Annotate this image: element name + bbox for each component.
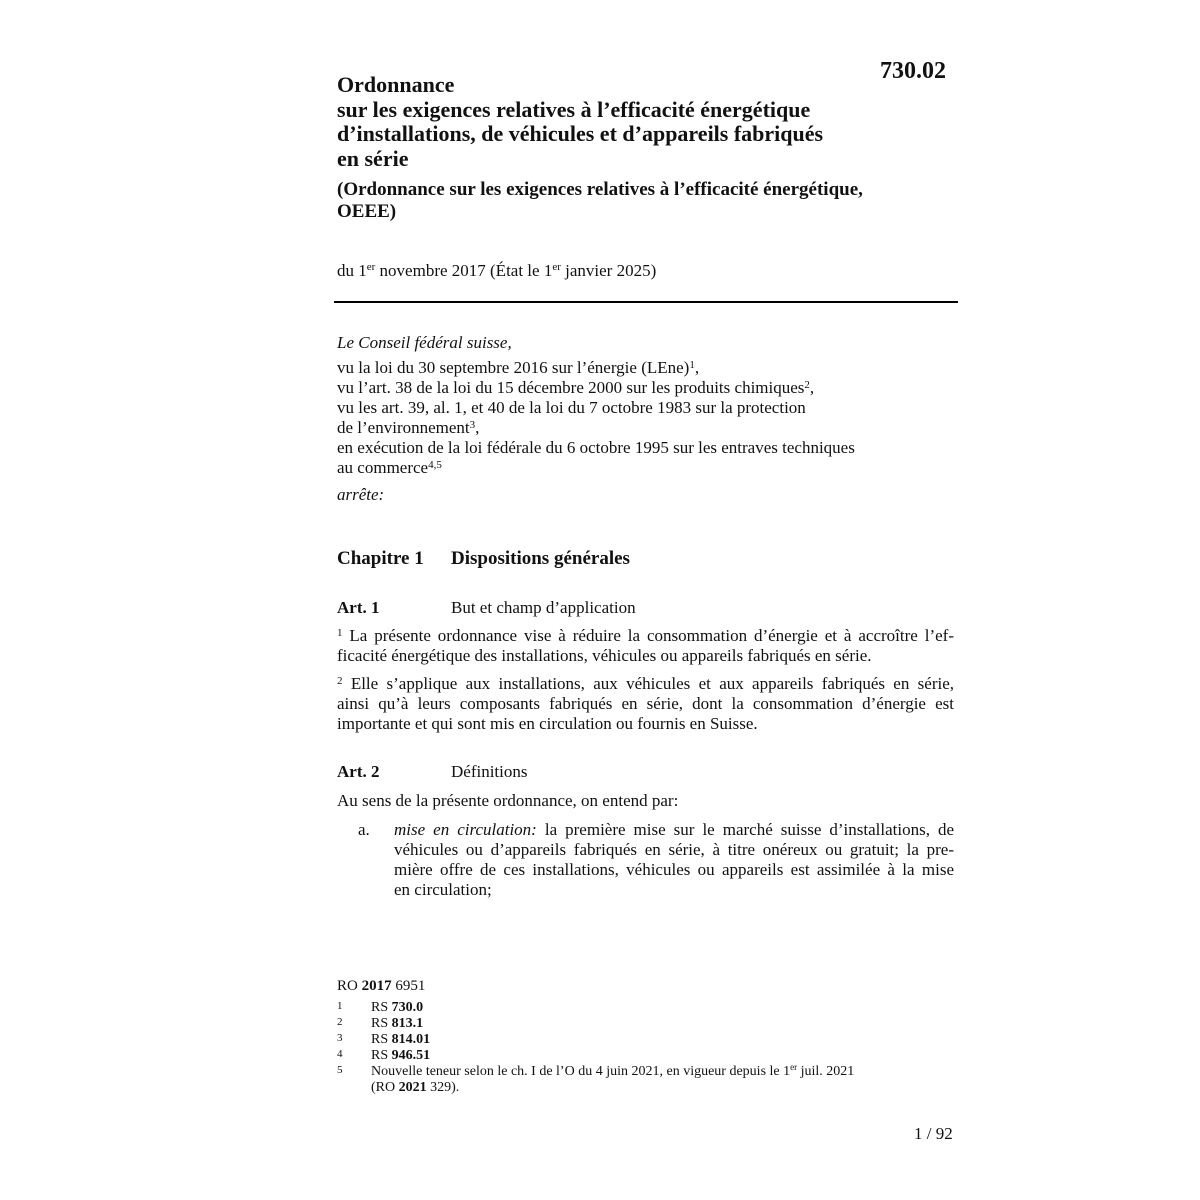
footnote-text	[371, 1048, 430, 1064]
page-indicator: 1 / 92	[914, 1124, 953, 1143]
list-item-line	[394, 820, 954, 840]
preamble-punct: ,	[475, 418, 480, 437]
footnote-prefix: RS	[371, 1048, 392, 1063]
list-item-letter: a.	[358, 820, 370, 839]
title-line: Ordonnance	[337, 72, 455, 97]
paragraph-line: importante et qui sont mis en circulation ou fournis en Suisse.	[337, 714, 758, 733]
sr-number: 730.02	[880, 58, 946, 84]
preamble-line	[337, 358, 699, 378]
date-line	[337, 261, 656, 281]
preamble-text: au commerce	[337, 458, 429, 477]
footnote-sup: er	[790, 1062, 798, 1072]
title-line: sur les exigences relatives à l’efficacité énergétique	[337, 96, 811, 122]
preamble-text: vu la loi du 30 septembre 2016 sur l’énergie (LEne)	[337, 358, 690, 377]
footnote-text-part: 329).	[426, 1080, 460, 1095]
article-intro	[337, 791, 954, 811]
paragraph-line	[337, 626, 954, 646]
footnote-prefix: RS	[371, 1016, 392, 1031]
footnote-link[interactable]: 946.51	[391, 1048, 431, 1063]
preamble-punct: ,	[694, 358, 700, 377]
paragraph-text: La présente ordonnance vise à réduire la consommation d’énergie et à accroître l’ef-	[342, 626, 954, 645]
header-divider	[334, 301, 958, 303]
list-item	[394, 820, 954, 900]
footnote-text-part: Nouvelle teneur selon le ch. I de l’O du 4 juin 2021, en vigueur depuis le 1	[371, 1064, 791, 1079]
paragraph-number: 1	[337, 627, 343, 639]
paragraph-line: ficacité énergétique des installations, véhicules ou appareils fabriqués en série.	[337, 646, 872, 665]
footnote-number: 4	[337, 1048, 343, 1060]
document-title	[337, 73, 897, 171]
footnote-link[interactable]: 2021	[398, 1080, 427, 1095]
article-number: Art. 2	[337, 762, 380, 781]
article-heading	[337, 762, 528, 782]
chapter-heading	[337, 548, 630, 570]
defined-term: mise en circulation:	[394, 820, 537, 839]
definition-text: la première mise sur le marché suisse d’installations, de	[536, 820, 954, 839]
ro-reference	[337, 978, 425, 995]
article-title: But et champ d’application	[451, 598, 636, 617]
footnote-ref-link[interactable]: 4,5	[428, 459, 442, 471]
article-paragraph	[337, 626, 954, 666]
footnote-prefix: RS	[371, 1032, 392, 1047]
preamble-punct: ,	[809, 378, 815, 397]
list-item-line: en circulation;	[394, 880, 492, 899]
footnote-text	[371, 1032, 430, 1048]
date-middle: novembre 2017 (État le 1	[375, 261, 553, 280]
intro-text: Au sens de la présente ordonnance, on entend par:	[337, 791, 679, 810]
footnote-number: 1	[337, 1000, 343, 1012]
preamble-authority: Le Conseil fédéral suisse,	[337, 333, 512, 352]
footnote-text-part: (RO	[371, 1080, 399, 1095]
footnote-text	[371, 1000, 423, 1016]
date-suffix: janvier 2025)	[560, 261, 657, 280]
footnote-link[interactable]: 814.01	[391, 1032, 431, 1047]
article-number: Art. 1	[337, 598, 380, 617]
paragraph-line: ainsi qu’à leurs composants fabriqués en série, dont la consommation d’énergie est	[337, 694, 954, 713]
preamble-text: en exécution de la loi fédérale du 6 octobre 1995 sur les entraves techniques	[337, 438, 855, 457]
chapter-title: Dispositions générales	[451, 548, 630, 569]
paragraph-line	[337, 674, 954, 694]
short-title	[337, 179, 937, 222]
footnote-text	[371, 1016, 423, 1032]
footnote-text-part: juil. 2021	[797, 1064, 855, 1079]
footnote-ref-link[interactable]: 2	[804, 379, 810, 391]
list-item-line: mière offre de ces installations, véhicules ou appareils est assimilée à la mise	[394, 860, 954, 879]
preamble-decree: arrête:	[337, 485, 385, 504]
list-item-line: véhicules ou d’appareils fabriqués en série, à titre onéreux ou gratuit; la pre-	[394, 840, 954, 859]
footnote-link[interactable]: 813.1	[391, 1016, 424, 1031]
preamble-line	[337, 398, 806, 418]
footnote-ref-link[interactable]: 3	[469, 419, 476, 431]
footnote-text	[371, 1080, 459, 1096]
preamble-line	[337, 458, 442, 478]
preamble-text: vu les art. 39, al. 1, et 40 de la loi du 7 octobre 1983 sur la protection	[337, 398, 806, 417]
title-line: en série	[337, 145, 409, 171]
article-heading	[337, 598, 636, 618]
paragraph-text: Elle s’applique aux installations, aux véhicules et aux appareils fabriqués en série,	[342, 674, 954, 693]
footnote-text	[371, 1064, 854, 1080]
footnote-number: 2	[337, 1016, 343, 1028]
date-sup: er	[366, 261, 376, 273]
ro-page: 6951	[391, 978, 426, 994]
paragraph-number: 2	[337, 675, 343, 687]
footnote-link[interactable]: 730.0	[391, 1000, 424, 1015]
preamble-line	[337, 418, 479, 438]
title-line: d’installations, de véhicules et d’appareils fabriqués	[337, 121, 824, 146]
footnote-number: 3	[337, 1032, 343, 1044]
footnote-number: 5	[337, 1064, 343, 1076]
footnote-ref-link[interactable]: 1	[689, 359, 695, 371]
date-sup: er	[552, 261, 561, 273]
short-title-line: (Ordonnance sur les exigences relatives à l’efficacité énergétique,	[337, 179, 863, 200]
article-title: Définitions	[451, 762, 528, 781]
short-title-line: OEEE)	[337, 200, 397, 222]
preamble-line	[337, 378, 814, 398]
preamble-line	[337, 438, 855, 458]
ro-year: 2017	[361, 978, 392, 994]
preamble-text: vu l’art. 38 de la loi du 15 décembre 2000 sur les produits chimiques	[337, 378, 805, 397]
article-paragraph	[337, 674, 954, 734]
preamble-text: de l’environnement	[337, 418, 470, 437]
chapter-number: Chapitre 1	[337, 548, 424, 569]
ro-prefix: RO	[337, 978, 362, 994]
date-prefix: du 1	[337, 261, 367, 280]
footnote-prefix: RS	[371, 1000, 392, 1015]
